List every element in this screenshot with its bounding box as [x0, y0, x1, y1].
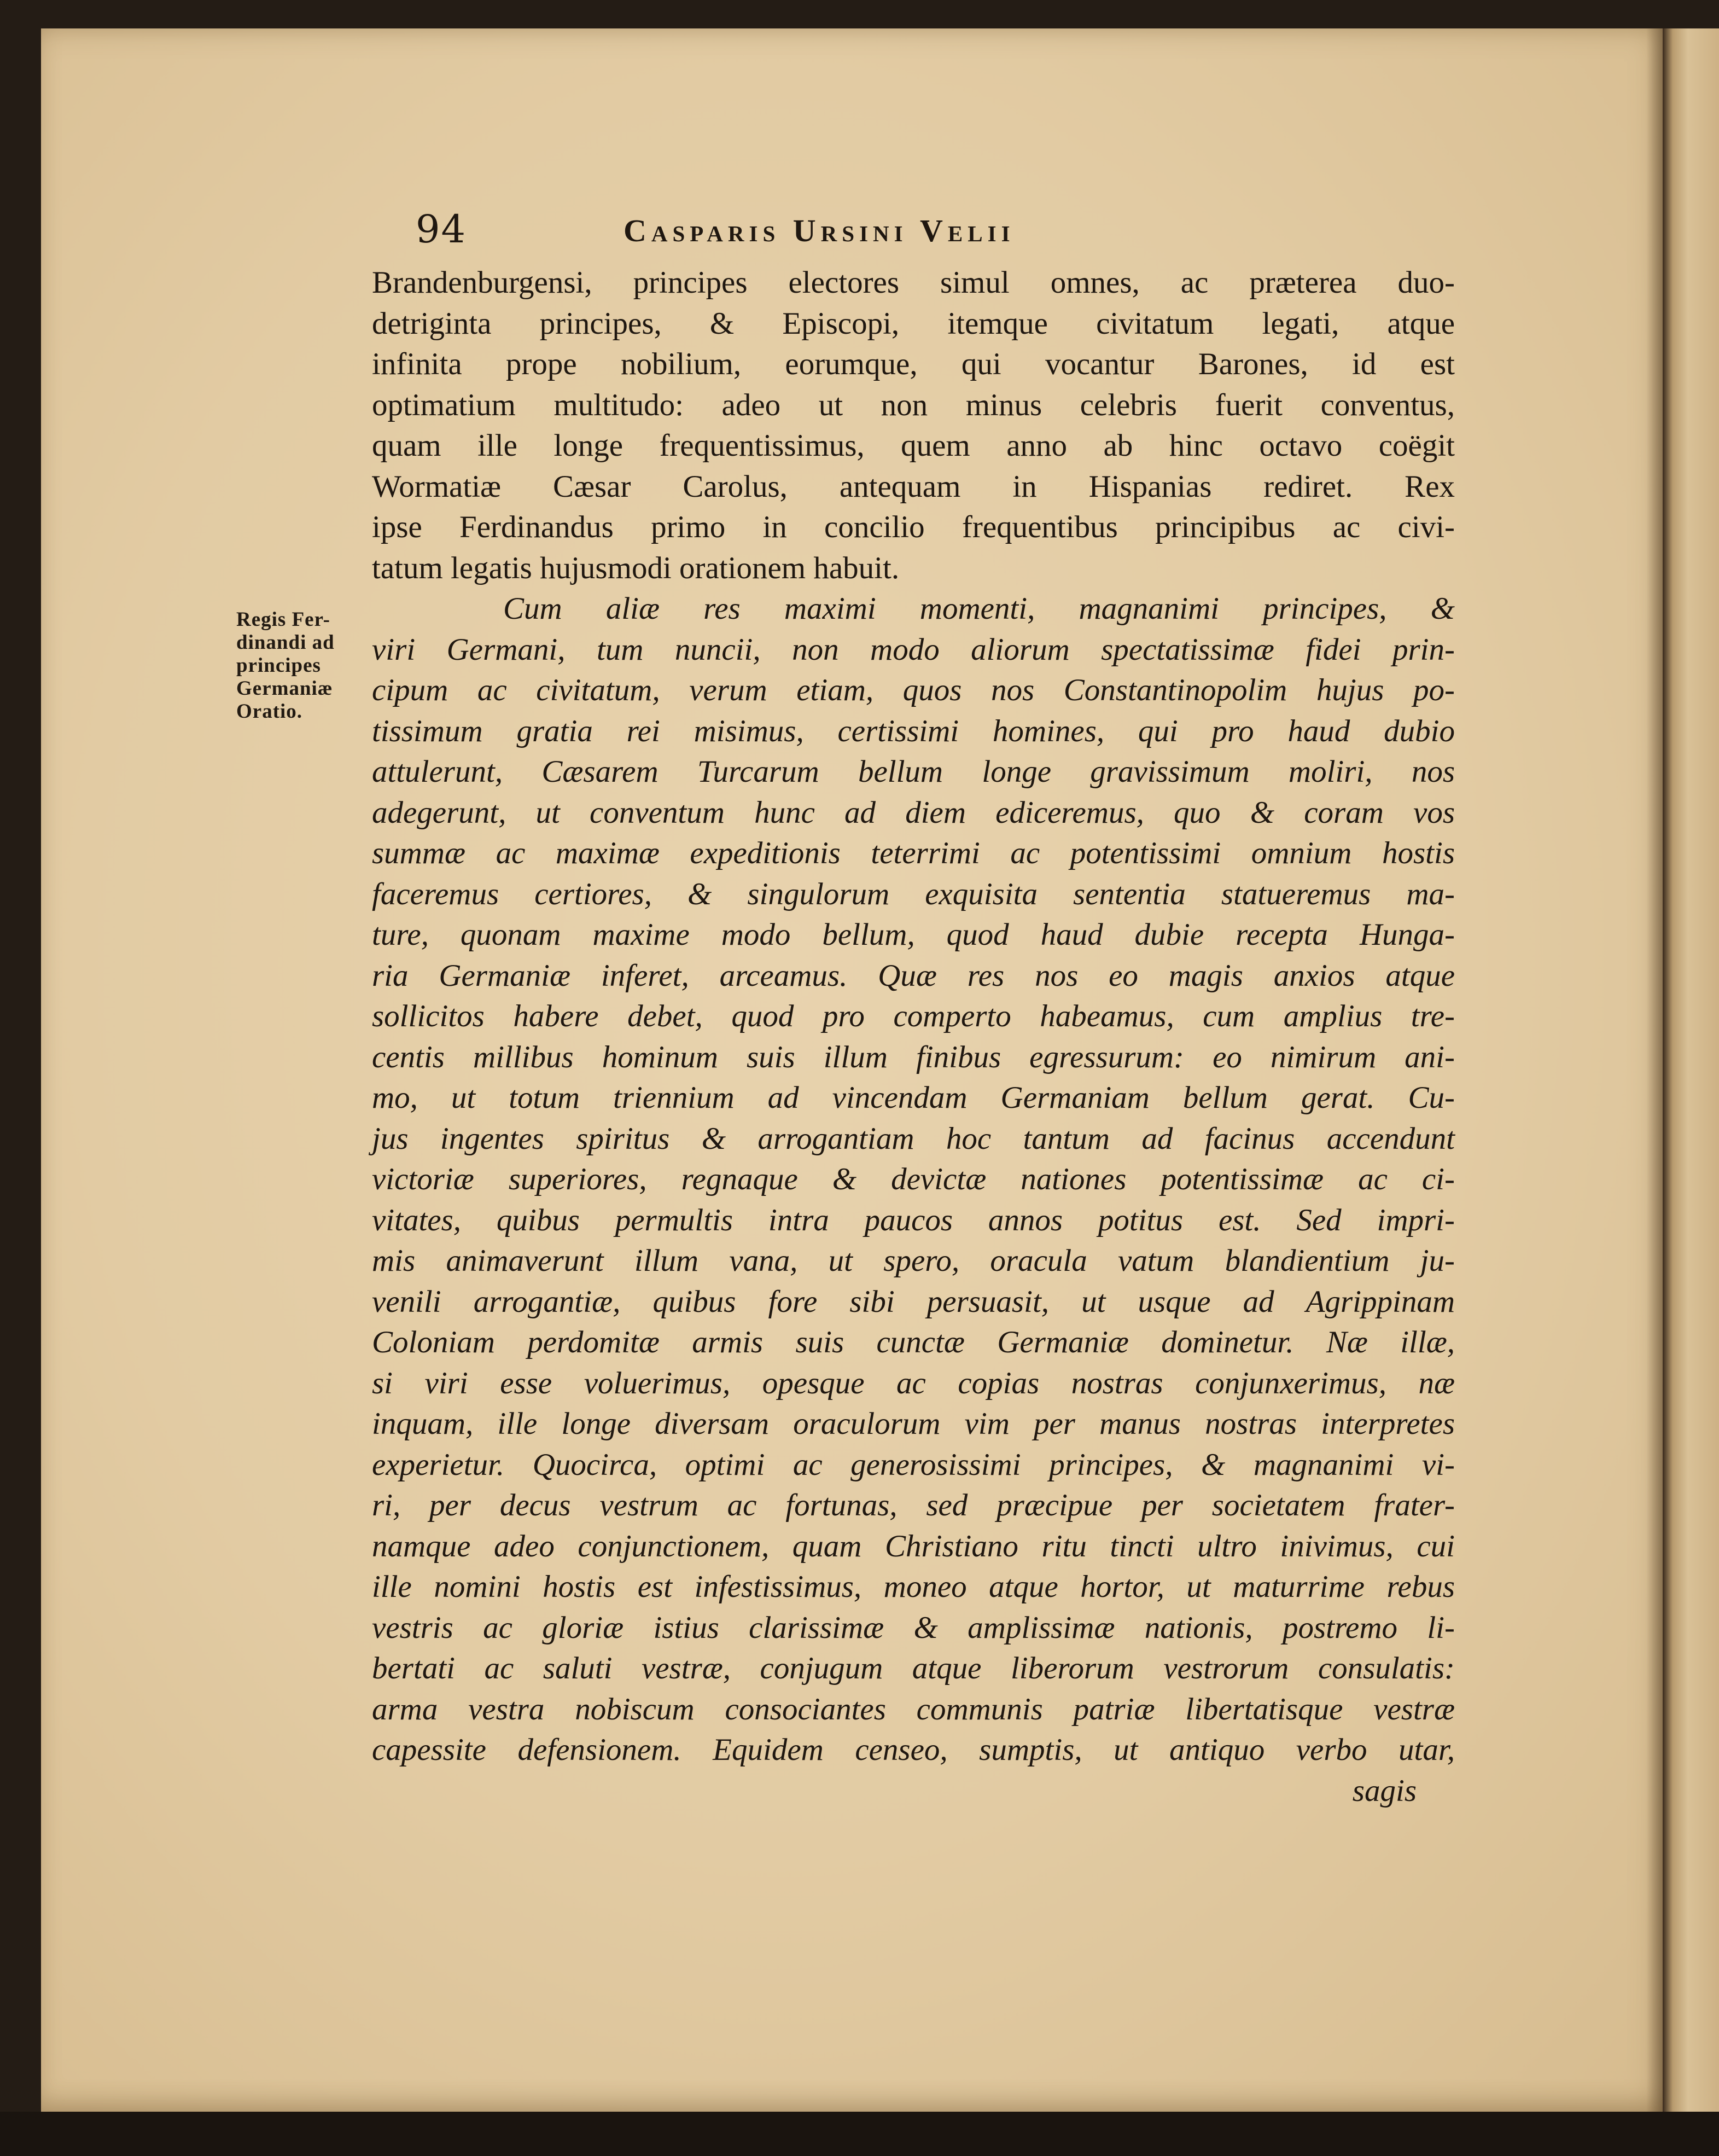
- text-line: mis animaverunt illum vana, ut spero, oracula vatum blandientium ju-: [372, 1243, 1455, 1278]
- text-line: infinita prope nobilium, eorumque, qui vocantur Barones, id est: [372, 347, 1455, 381]
- text-line: sollicitos habere debet, quod pro comperto habeamus, cum amplius tre-: [372, 999, 1455, 1033]
- text-line: capessite defensionem. Equidem censeo, sumptis, ut antiquo verbo utar,: [372, 1733, 1455, 1767]
- text-line: experietur. Quocirca, optimi ac generosissimi principes, & magnanimi vi-: [372, 1447, 1455, 1482]
- marginal-note-line: Oratio.: [236, 700, 303, 723]
- oration-paragraph: [372, 589, 1455, 1811]
- text-line: si viri esse voluerimus, opesque ac copias nostras conjunxerimus, næ: [372, 1365, 1455, 1400]
- text-line: ipse Ferdinandus primo in concilio frequentibus principibus ac civi-: [372, 510, 1455, 544]
- text-line: ri, per decus vestrum ac fortunas, sed præcipue per societatem frater-: [372, 1488, 1455, 1522]
- text-line: vestris ac gloriæ istius clarissimæ & amplissimæ nationis, postremo li-: [372, 1610, 1455, 1645]
- text-line: inquam, ille longe diversam oraculorum vim per manus nostras interpretes: [372, 1407, 1455, 1441]
- text-block: [372, 202, 1455, 1811]
- text-line: tissimum gratia rei misimus, certissimi homines, qui pro haud dubio: [372, 713, 1455, 748]
- text-line: detriginta principes, & Episcopi, itemque civitatum legati, atque: [372, 306, 1455, 341]
- text-line: victoriæ superiores, regnaque & devictæ nationes potentissimæ ac ci-: [372, 1162, 1455, 1196]
- text-line: Cum aliæ res maximi momenti, magnanimi principes, &: [503, 591, 1455, 626]
- text-line: venili arrogantiæ, quibus fore sibi persuasit, ut usque ad Agrippinam: [372, 1284, 1455, 1319]
- text-line: centis millibus hominum suis illum finibus egressurum: eo nimirum ani-: [372, 1039, 1455, 1074]
- roman-paragraph: [372, 263, 1455, 589]
- page-number: 94: [416, 207, 467, 252]
- text-line: cipum ac civitatum, verum etiam, quos nos Constantinopolim hujus po-: [372, 673, 1455, 707]
- catchword: sagis: [1352, 1773, 1417, 1808]
- text-line: summæ ac maximæ expeditionis teterrimi ac potentissimi omnium hostis: [372, 836, 1455, 870]
- text-line: vitates, quibus permultis intra paucos annos potitus est. Sed impri-: [372, 1202, 1455, 1237]
- text-line: jus ingentes spiritus & arrogantiam hoc tantum ad facinus accendunt: [372, 1121, 1455, 1156]
- text-line: ture, quonam maxime modo bellum, quod haud dubie recepta Hunga-: [372, 917, 1455, 952]
- text-line: tatum legatis hujusmodi orationem habuit.: [372, 550, 900, 585]
- scan-bottom-band: [0, 2112, 1719, 2156]
- running-head: [372, 202, 1455, 263]
- text-line: optimatium multitudo: adeo ut non minus celebris fuerit conventus,: [372, 387, 1455, 422]
- text-line: mo, ut totum triennium ad vincendam Germaniam bellum gerat. Cu-: [372, 1080, 1455, 1115]
- running-title: Casparis Ursini Velii: [623, 213, 1015, 248]
- marginal-note-line: principes: [236, 654, 321, 677]
- text-line: viri Germani, tum nuncii, non modo aliorum spectatissimæ fidei prin-: [372, 632, 1455, 667]
- marginal-note-line: Regis Fer-: [236, 608, 330, 631]
- text-line: namque adeo conjunctionem, quam Christiano ritu tincti ultro inivimus, cui: [372, 1529, 1455, 1564]
- text-line: bertati ac saluti vestræ, conjugum atque liberorum vestrorum consulatis:: [372, 1651, 1455, 1686]
- marginal-note-line: Germaniæ: [236, 677, 333, 700]
- text-line: ria Germaniæ inferet, arceamus. Quæ res nos eo magis anxios atque: [372, 958, 1455, 993]
- text-line: arma vestra nobiscum consociantes communis patriæ libertatisque vestræ: [372, 1692, 1455, 1727]
- text-line: Brandenburgensi, principes electores simul omnes, ac præterea duo-: [372, 265, 1455, 300]
- text-line: adegerunt, ut conventum hunc ad diem ediceremus, quo & coram vos: [372, 795, 1455, 830]
- text-line: ille nomini hostis est infestissimus, moneo atque hortor, ut maturrime rebus: [372, 1570, 1455, 1604]
- marginal-note: [236, 608, 368, 723]
- text-line: quam ille longe frequentissimus, quem anno ab hinc octavo coëgit: [372, 428, 1455, 463]
- marginal-note-line: dinandi ad: [236, 631, 335, 654]
- text-line: Wormatiæ Cæsar Carolus, antequam in Hispanias rediret. Rex: [372, 469, 1455, 504]
- text-line: attulerunt, Cæsarem Turcarum bellum longe gravissimum moliri, nos: [372, 754, 1455, 789]
- text-line: faceremus certiores, & singulorum exquisita sententia statueremus ma-: [372, 876, 1455, 911]
- facing-page-edge: [1663, 28, 1719, 2112]
- text-line: Coloniam perdomitæ armis suis cunctæ Germaniæ dominetur. Næ illæ,: [372, 1325, 1455, 1359]
